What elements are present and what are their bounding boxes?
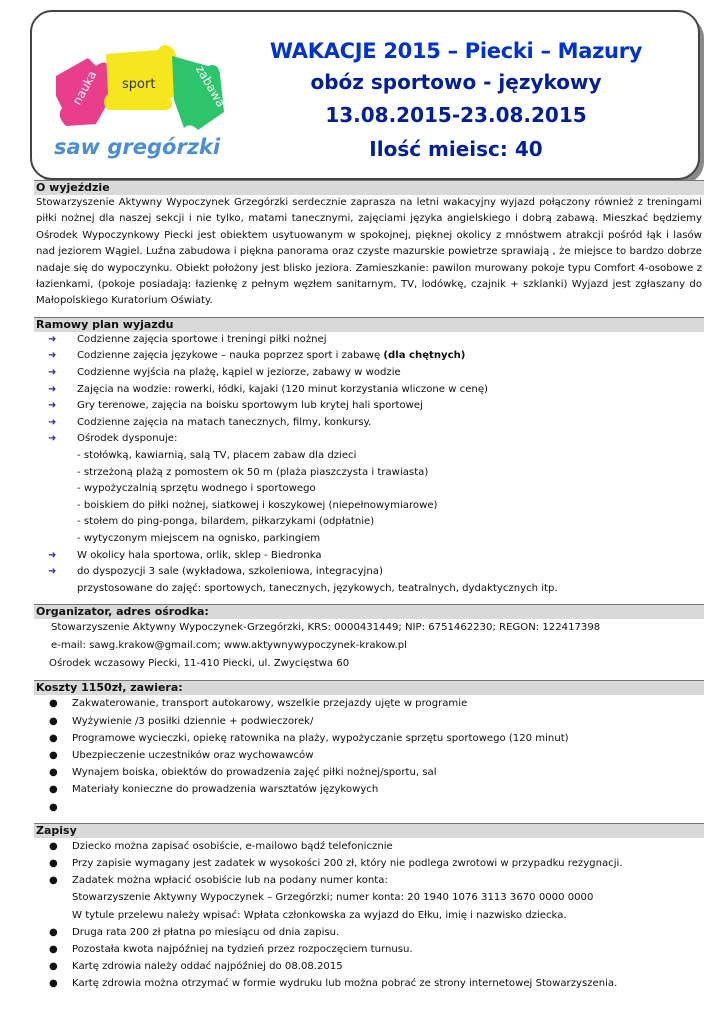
costs-list <box>34 695 704 815</box>
plan-item: ➜ Ośrodek dysponuje: <box>34 431 704 448</box>
arrow-bullet-icon: ➜ <box>48 416 57 428</box>
enroll-item: ● Dziecko można zapisać osobiście, e-mailowo bądź telefonicznie <box>34 838 704 855</box>
cost-item: ● Materiały konieczne do prowadzenia warsztatów językowych <box>34 781 704 798</box>
plan-sub-item: - stołówką, kawiarnią, salą TV, placem zabaw dla dzieci <box>77 450 357 461</box>
arrow-bullet-icon: ➜ <box>48 383 57 395</box>
bullet-icon: ● <box>49 961 58 973</box>
enroll-list <box>34 838 704 993</box>
plan-item: ➜ do dyspozycji 3 sale (wykładowa, szkoleniowa, integracyjna) <box>34 564 704 581</box>
plan-item: ➜ Codzienne zajęcia na matach tanecznych, filmy, konkursy. <box>34 415 704 432</box>
enroll-bank-account: Stowarzyszenie Aktywny Wypoczynek – Grzegórzki; numer konta: 20 1940 1076 3113 3670 0000 0000 <box>72 892 594 904</box>
title-line-3: 13.08.2015-23.08.2015 <box>325 103 587 127</box>
title-line-2: obóz sportowo - językowy <box>310 70 602 94</box>
cost-item: ● Wynajem boiska, obiektów do prowadzenia zajęć piłki nożnej/sportu, sal <box>34 764 704 781</box>
logo-brand-text: saw gregórzki <box>54 135 221 159</box>
enroll-item: ● Kartę zdrowia można otrzymać w formie wydruku lub można pobrać ze strony internetowej Stowarzyszenia. <box>34 975 704 992</box>
organizer-address-line: Ośrodek wczasowy Piecki, 11-410 Piecki, ul. Zwycięstwa 60 <box>49 658 350 670</box>
section-heading-costs: Koszty 1150zł, zawiera: <box>34 680 704 695</box>
bullet-icon: ● <box>49 767 58 779</box>
bullet-icon: ● <box>49 732 58 744</box>
document-content <box>34 180 704 993</box>
logo-word-nauka: nauka <box>69 68 100 108</box>
plan-item: ➜ Gry terenowe, zajęcia na boisku sportowym lub krytej hali sportowej <box>34 398 704 415</box>
section-heading-organizer: Organizator, adres ośrodka: <box>34 604 704 619</box>
plan-item: ➜ Codzienne zajęcia językowe – nauka poprzez sport i zabawę (dla chętnych) <box>34 348 704 365</box>
cost-item: ● Ubezpieczenie uczestników oraz wychowawców <box>34 747 704 764</box>
arrow-bullet-icon: ➜ <box>48 549 57 561</box>
organizer-contact-line: e-mail: sawg.krakow@gmail.com; www.aktywnywypoczynek-krakow.pl <box>51 640 407 652</box>
plan-list <box>34 332 704 598</box>
enroll-item: ● Przy zapisie wymagany jest zadatek w wysokości 200 zł, który nie podlega zwrotowi w przypadku rezygnacji. <box>34 855 704 872</box>
arrow-bullet-icon: ➜ <box>48 350 57 362</box>
cost-item: ● Zakwaterowanie, transport autokarowy, wszelkie przejazdy ujęte w programie <box>34 695 704 712</box>
about-paragraph: Stowarzyszenie Aktywny Wypoczynek Grzegórzki serdecznie zaprasza na letni wakacyjny wyjazd połączony również z treningami piłki nożnej dla naszej sekcji i nie tylko, matami tanecznymi, zajęciami języka angielskiego i dobrą zabawą. Mieszkać będziemy Ośrodek Wypoczynkowy Piecki jest obiektem usytuowanym w spokojnej, pięknej okolicy z mnóstwem atrakcji pośród łąk i lasów nad jeziorem Wągiel. Luźna zabudowa i piękna panorama oraz czyste mazurskie powietrze sprawiają , że miejsce to bardzo dobrze nadaje się do wypoczynku. Obiekt położony jest blisko jeziora. Zamieszkanie: pawilon murowany pokoje typu Comfort 4-osobowe z łazienkami, (pokoje posiadają: łazienkę z pełnym węzłem sanitarnym, TV, lodówkę, czajnik + szklanki) Wyjazd jest zgłaszany do Małopolskiego Kuratorium Oświaty. <box>36 197 702 307</box>
bullet-icon: ● <box>49 715 58 727</box>
bullet-icon: ● <box>49 840 58 852</box>
bullet-icon: ● <box>49 857 58 869</box>
logo-saw-grzegorzki <box>48 36 238 166</box>
logo-word-zabawa: zabawa <box>193 62 229 110</box>
bullet-icon: ● <box>49 926 58 938</box>
bullet-icon: ● <box>49 801 58 813</box>
plan-item: ➜ Codzienne zajęcia sportowe i treningi piłki nożnej <box>34 332 704 349</box>
cost-item-empty <box>34 799 704 816</box>
arrow-bullet-icon: ➜ <box>48 433 57 445</box>
cost-item: ● Wyżywienie /3 posiłki dziennie + podwieczorek/ <box>34 713 704 730</box>
enroll-item: ● Zadatek można wpłacić osobiście lub na podany numer konta: <box>34 872 704 889</box>
section-heading-enroll: Zapisy <box>34 823 704 838</box>
title-line-1: WAKACJE 2015 – Piecki – Mazury <box>269 39 643 63</box>
enroll-item: ● Kartę zdrowia należy oddać najpóźniej do 08.08.2015 <box>34 958 704 975</box>
enroll-item: ● Pozostała kwota najpóźniej na tydzień przez rozpoczęciem turnusu. <box>34 941 704 958</box>
organizer-line: Stowarzyszenie Aktywny Wypoczynek-Grzegórzki, KRS: 0000431449; NIP: 6751462230; REGON: 122417398 <box>51 622 601 634</box>
enroll-item: ● Druga rata 200 zł płatna po miesiącu od dnia zapisu. <box>34 924 704 941</box>
arrow-bullet-icon: ➜ <box>48 566 57 578</box>
cost-item: ● Programowe wycieczki, opiekę ratownika na plaży, wypożyczanie sprzętu sportowego (120 minut) <box>34 730 704 747</box>
arrow-bullet-icon: ➜ <box>48 333 57 345</box>
bullet-icon: ● <box>49 943 58 955</box>
bullet-icon: ● <box>49 749 58 761</box>
bullet-icon: ● <box>49 784 58 796</box>
header-titles <box>236 36 676 166</box>
plan-sub-item: - wypożyczalnią sprzętu wodnego i sportowego <box>77 483 316 495</box>
bullet-icon: ● <box>49 875 58 887</box>
enroll-transfer-title: W tytule przelewu należy wpisać: Wpłata członkowska za wyjazd do Ełku, imię i nazwisko dziecka. <box>72 909 567 921</box>
bullet-icon: ● <box>49 978 58 990</box>
plan-item: ➜ Zajęcia na wodzie: rowerki, łódki, kajaki (120 minut korzystania wliczone w cenę) <box>34 382 704 399</box>
plan-item: ➜ W okolicy hala sportowa, orlik, sklep - Biedronka <box>34 548 704 565</box>
plan-sub-item: - stołem do ping-ponga, bilardem, piłkarzykami (odpłatnie) <box>77 516 375 528</box>
plan-sub-item: - wytyczonym miejscem na ognisko, parkingiem <box>77 532 321 544</box>
arrow-bullet-icon: ➜ <box>48 367 57 379</box>
bullet-icon: ● <box>49 698 58 710</box>
organizer-block <box>34 619 704 673</box>
section-heading-plan: Ramowy plan wyjazdu <box>34 317 704 332</box>
plan-sub-item: - boiskiem do piłki nożnej, siatkowej i koszykowej (niepełnowymiarowe) <box>77 499 438 511</box>
title-line-4: Ilość mieisc: 40 <box>369 137 543 161</box>
section-heading-about: O wyjeździe <box>34 180 704 195</box>
plan-sub-item: - strzeżoną plażą z pomostem ok 50 m (plaża piaszczysta i trawiasta) <box>77 466 429 478</box>
arrow-bullet-icon: ➜ <box>48 400 57 412</box>
logo-word-sport: sport <box>122 77 156 92</box>
plan-tail: przystosowane do zajęć: sportowych, tanecznych, językowych, teatralnych, dydaktycznych itp. <box>77 582 558 594</box>
plan-item-bold-note: (dla chętnych) <box>383 350 466 362</box>
plan-item: ➜ Codzienne wyjścia na plażę, kąpiel w jeziorze, zabawy w wodzie <box>34 365 704 382</box>
